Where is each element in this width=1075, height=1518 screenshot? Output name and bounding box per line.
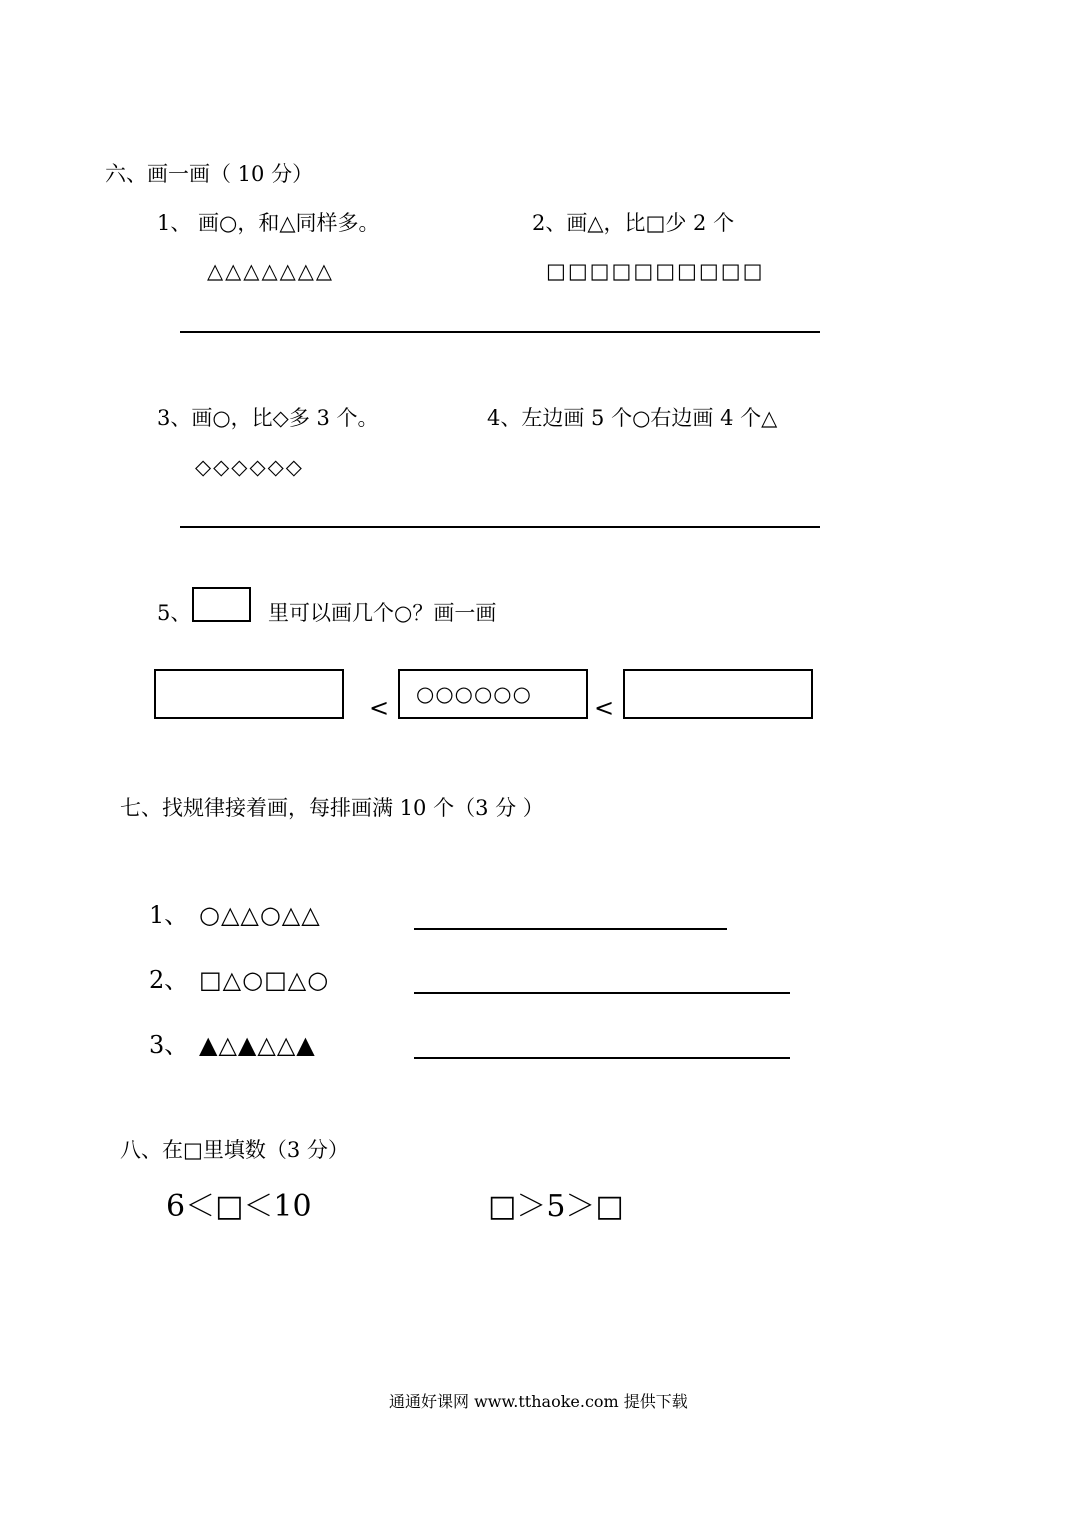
less-than-sign-2: < — [594, 694, 615, 722]
pattern-row-3-shapes: ▲△▲△△▲ — [199, 1031, 316, 1059]
pattern-row-2-shapes: □△○□△○ — [199, 966, 330, 994]
pattern-row-1-shapes: ○△△○△△ — [199, 901, 321, 929]
answer-line-1-2[interactable] — [180, 331, 820, 333]
answer-line-3-4[interactable] — [180, 526, 820, 528]
pattern-row-3-label: 3、 — [149, 1031, 189, 1059]
pattern-row-2-answer-line[interactable] — [414, 992, 790, 994]
question-1-triangles: △△△△△△△ — [207, 259, 335, 283]
inequality-2: □＞5＞□ — [488, 1189, 624, 1224]
question-5-sample-box — [192, 587, 251, 622]
inequality-1: 6＜□＜10 — [166, 1189, 312, 1224]
section-8-title: 八、在□里填数（3 分） — [120, 1138, 349, 1162]
pattern-row-1-label: 1、 — [149, 901, 189, 929]
question-2-squares: □□□□□□□□□□ — [546, 259, 765, 283]
question-1-prompt: 1、 画○，和△同样多。 — [157, 211, 380, 235]
answer-box-left[interactable] — [154, 669, 344, 719]
footer-text: 通通好课网 www.tthaoke.com 提供下载 — [389, 1392, 688, 1411]
question-5-prompt: 里可以画几个○？画一画 — [268, 601, 497, 625]
question-2-prompt: 2、画△，比□少 2 个 — [532, 211, 735, 235]
less-than-sign-1: < — [369, 694, 390, 722]
section-7-title: 七、找规律接着画，每排画满 10 个（3 分 ） — [120, 796, 544, 820]
pattern-row-1-answer-line[interactable] — [414, 928, 727, 930]
answer-box-right[interactable] — [623, 669, 813, 719]
question-4-prompt: 4、左边画 5 个○右边画 4 个△ — [487, 406, 778, 430]
pattern-row-3-answer-line[interactable] — [414, 1057, 790, 1059]
question-3-diamonds: ◇◇◇◇◇◇ — [195, 455, 304, 479]
middle-box-circles: ○○○○○○ — [416, 682, 532, 706]
pattern-row-2-label: 2、 — [149, 966, 189, 994]
section-6-title: 六、画一画（ 10 分） — [105, 162, 314, 186]
circle-box-middle — [398, 669, 588, 719]
question-3-prompt: 3、画○，比◇多 3 个。 — [157, 406, 379, 430]
question-5-prefix: 5、 — [157, 601, 192, 625]
